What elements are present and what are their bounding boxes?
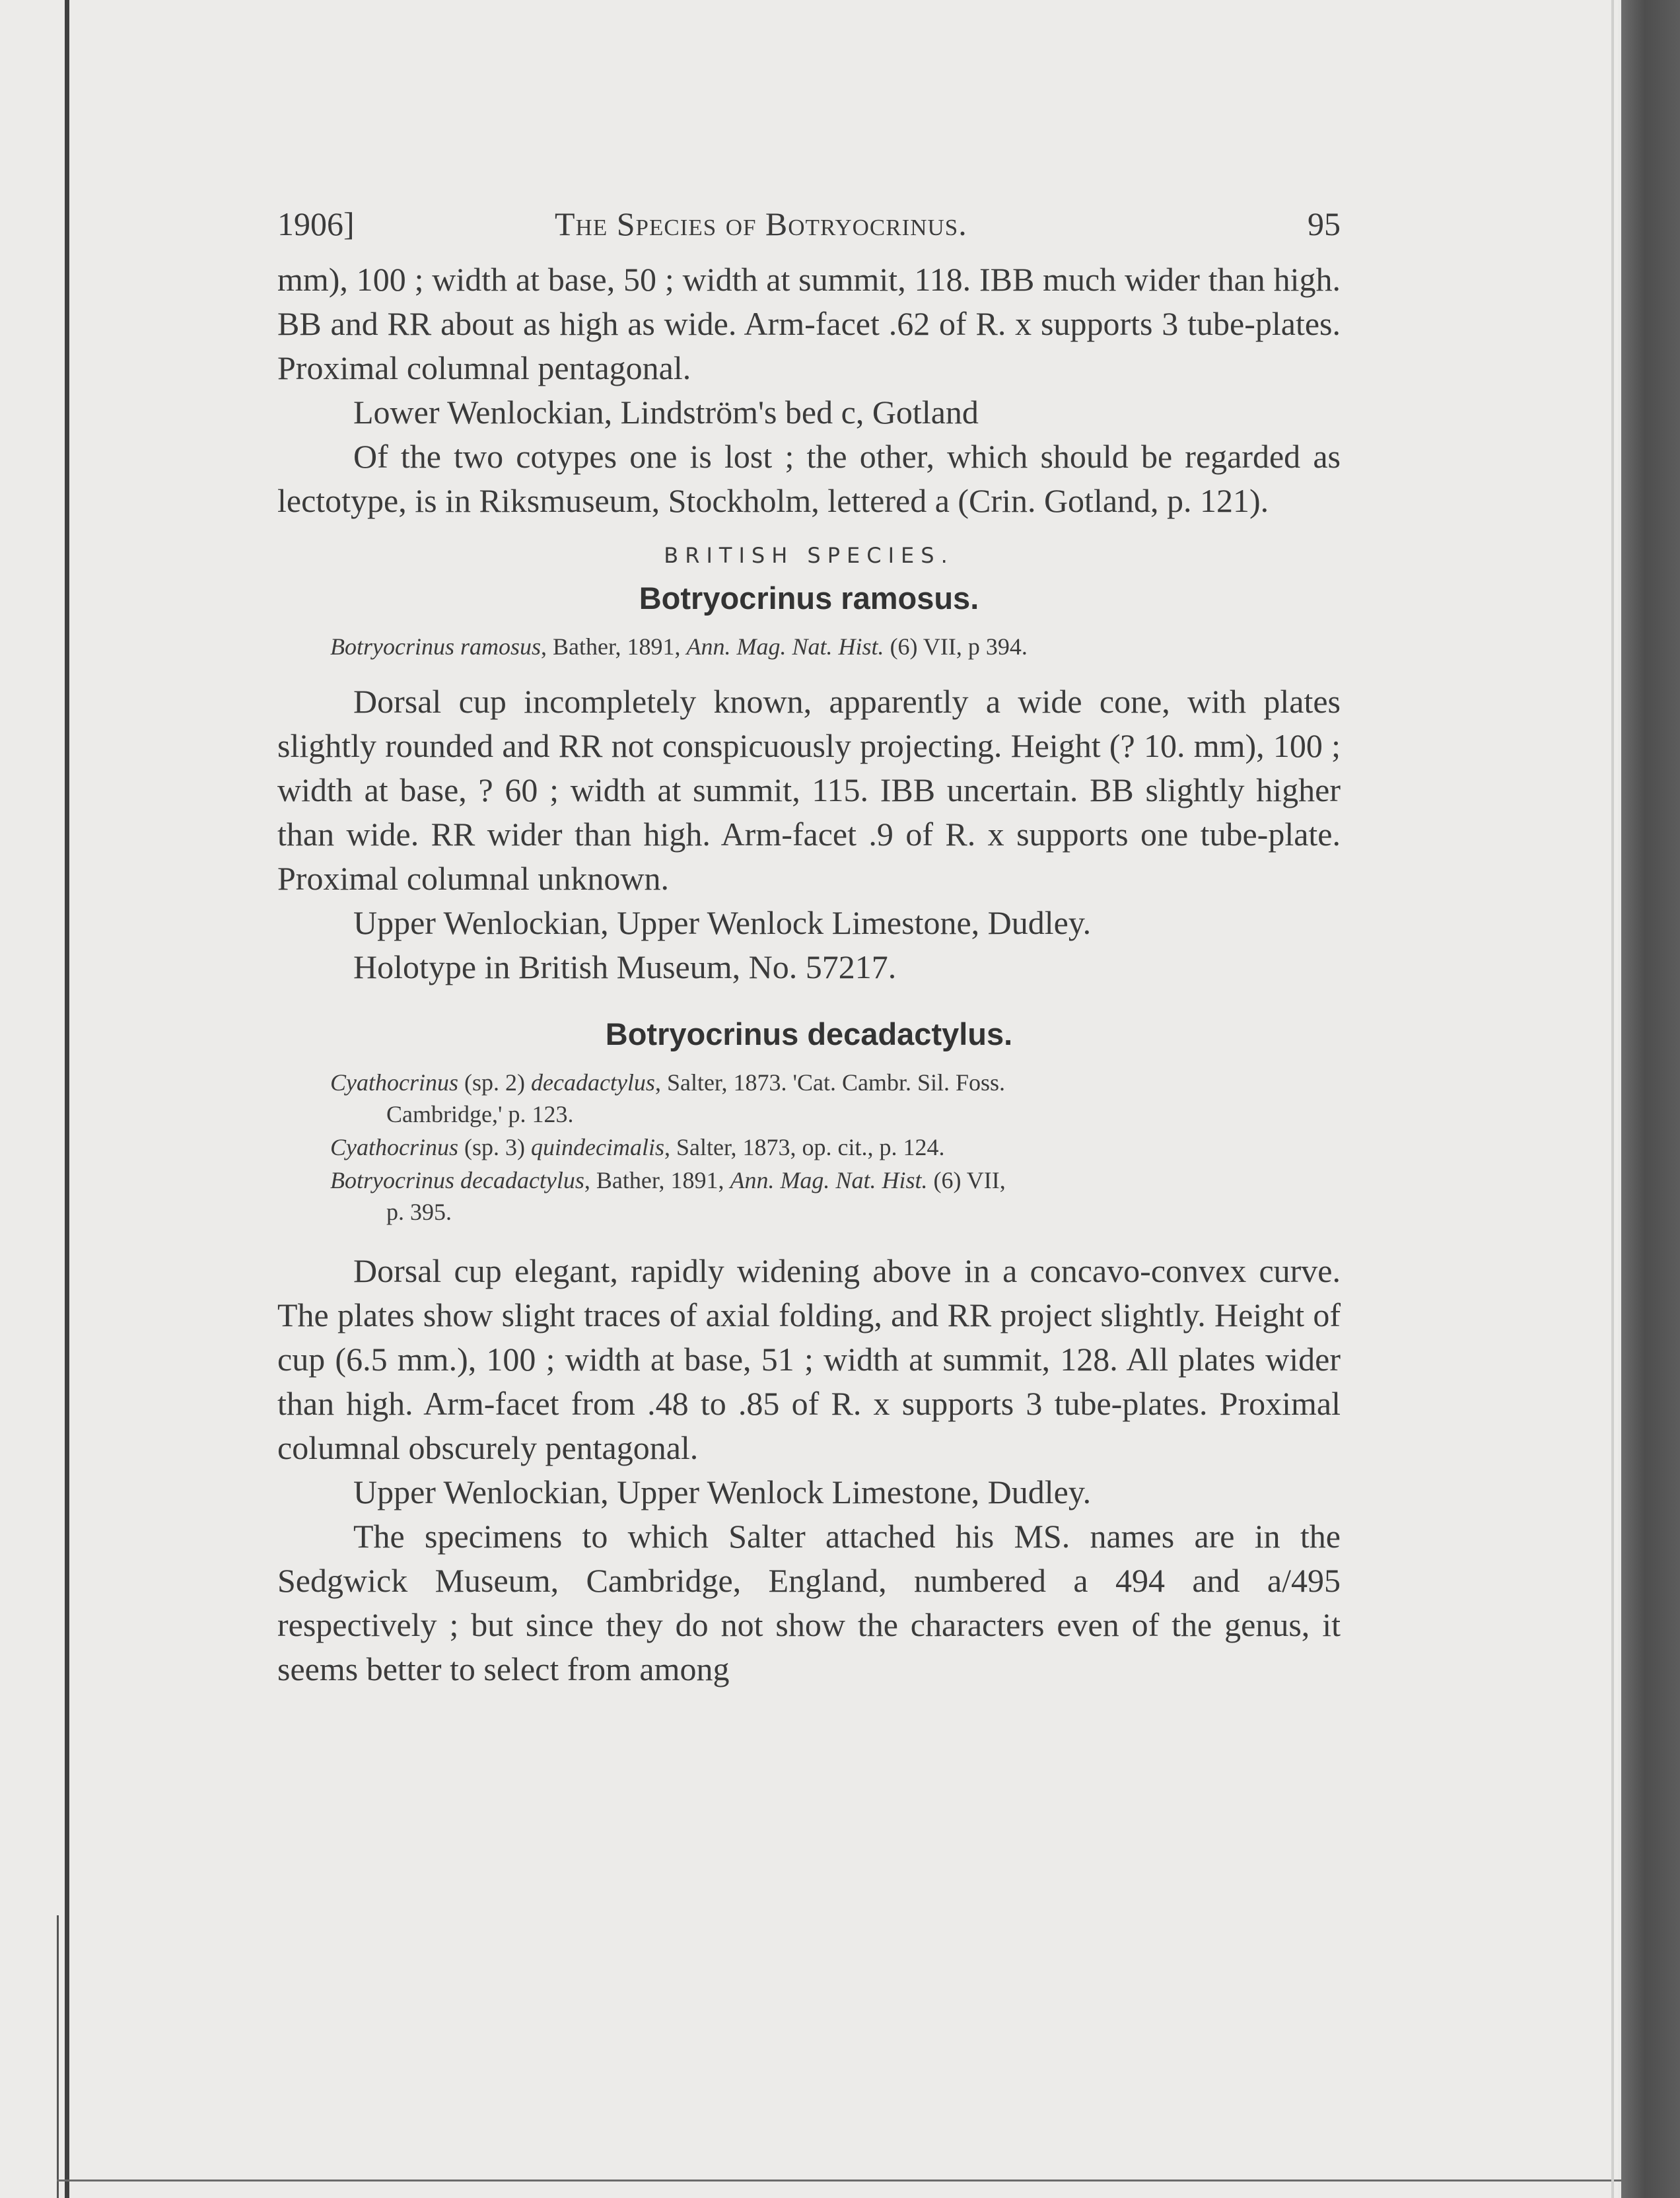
description-decadactylus: Dorsal cup elegant, rapidly widening above in a concavo-convex curve. The plates show slight traces of axial folding, and RR project slightly. Height of cup (6.5 mm.), 100 ; width at base, 51 ; width at summit, 128. All plates wider than high. Arm-facet from .48 to .85 of R. x supports 3 tube-plates. Proximal columnal obscurely pentagonal. [277,1252,1341,1466]
paragraph-locality: Lower Wenlockian, Lindström's bed c, Gotland [353,394,979,431]
synonym-ref-cont: Cambridge,' p. 123. [386,1101,574,1127]
synonymy-ramosus [277,631,1341,662]
holotype-ramosus: Holotype in British Museum, No. 57217. [353,948,897,985]
synonym-name: Botryocrinus decadactylus [330,1167,584,1193]
synonym-author: , Bather, 1891, [541,633,687,660]
synonym-sp: (sp. 2) [458,1069,531,1096]
species-heading-decadactylus: Botryocrinus decadactylus. [605,1016,1013,1051]
locality-decadactylus: Upper Wenlockian, Upper Wenlock Limestone, Dudley. [353,1473,1092,1510]
synonym-species: decadactylus [531,1069,655,1096]
synonym-entry [330,1131,1341,1163]
paragraph-continued: mm), 100 ; width at base, 50 ; width at summit, 118. IBB much wider than high. BB and RR about as high as wide. Arm-facet .62 of R. x supports 3 tube-plates. Proximal columnal pentagonal. [277,261,1341,386]
header-year: 1906] [277,205,355,242]
synonym-journal: Ann. Mag. Nat. Hist. [686,633,884,660]
binding-gutter-line-secondary [57,1915,59,2198]
synonym-genus: Cyathocrinus [330,1134,458,1160]
synonym-genus: Cyathocrinus [330,1069,458,1096]
page-bottom-edge [57,2180,1622,2181]
synonym-ref: , Salter, 1873. 'Cat. Cambr. Sil. Foss. [654,1069,1006,1096]
synonym-ref: (6) VII, [927,1167,1006,1193]
binding-gutter-line [65,0,69,2198]
synonym-name: Botryocrinus ramosus [330,633,542,660]
synonym-ref: , Salter, 1873, op. cit., p. 124. [664,1134,945,1160]
header-title: The Species of Botryocrinus. [555,205,967,242]
locality-ramosus: Upper Wenlockian, Upper Wenlock Limestone, Dudley. [353,904,1092,941]
page-number: 95 [1308,205,1341,242]
synonym-journal: Ann. Mag. Nat. Hist. [730,1167,928,1193]
paragraph-specimens: The specimens to which Salter attached his MS. names are in the Sedgwick Museum, Cambridge, England, numbered a 494 and a/495 respectively ; but since they do not show the characters even of the genus, it seems better to select from among [277,1518,1341,1687]
synonym-sp: (sp. 3) [458,1134,531,1160]
section-heading: BRITISH SPECIES. [664,543,954,568]
running-header [277,198,1341,258]
paragraph-cotypes: Of the two cotypes one is lost ; the other, which should be regarded as lectotype, is in Riksmuseum, Stockholm, lettered a (Crin. Gotland, p. 121). [277,438,1341,519]
synonym-author: , Bather, 1891, [584,1167,730,1193]
scanner-background-strip [1621,0,1680,2198]
species-heading-ramosus: Botryocrinus ramosus. [639,581,979,616]
synonym-entry [330,1164,1341,1228]
synonym-entry [330,1067,1341,1130]
description-ramosus: Dorsal cup incompletely known, apparently a wide cone, with plates slightly rounded and RR not conspicuously projecting. Height (? 10. mm), 100 ; width at base, ? 60 ; width at summit, 115. IBB uncertain. BB slightly higher than wide. RR wider than high. Arm-facet .9 of R. x supports one tube-plate. Proximal columnal unknown. [277,683,1341,897]
synonym-ref-cont: p. 395. [386,1199,452,1225]
page-content [277,198,1341,1691]
synonym-ref: (6) VII, p 394. [884,633,1028,660]
page-right-edge [1611,0,1614,2198]
synonym-species: quindecimalis [531,1134,664,1160]
